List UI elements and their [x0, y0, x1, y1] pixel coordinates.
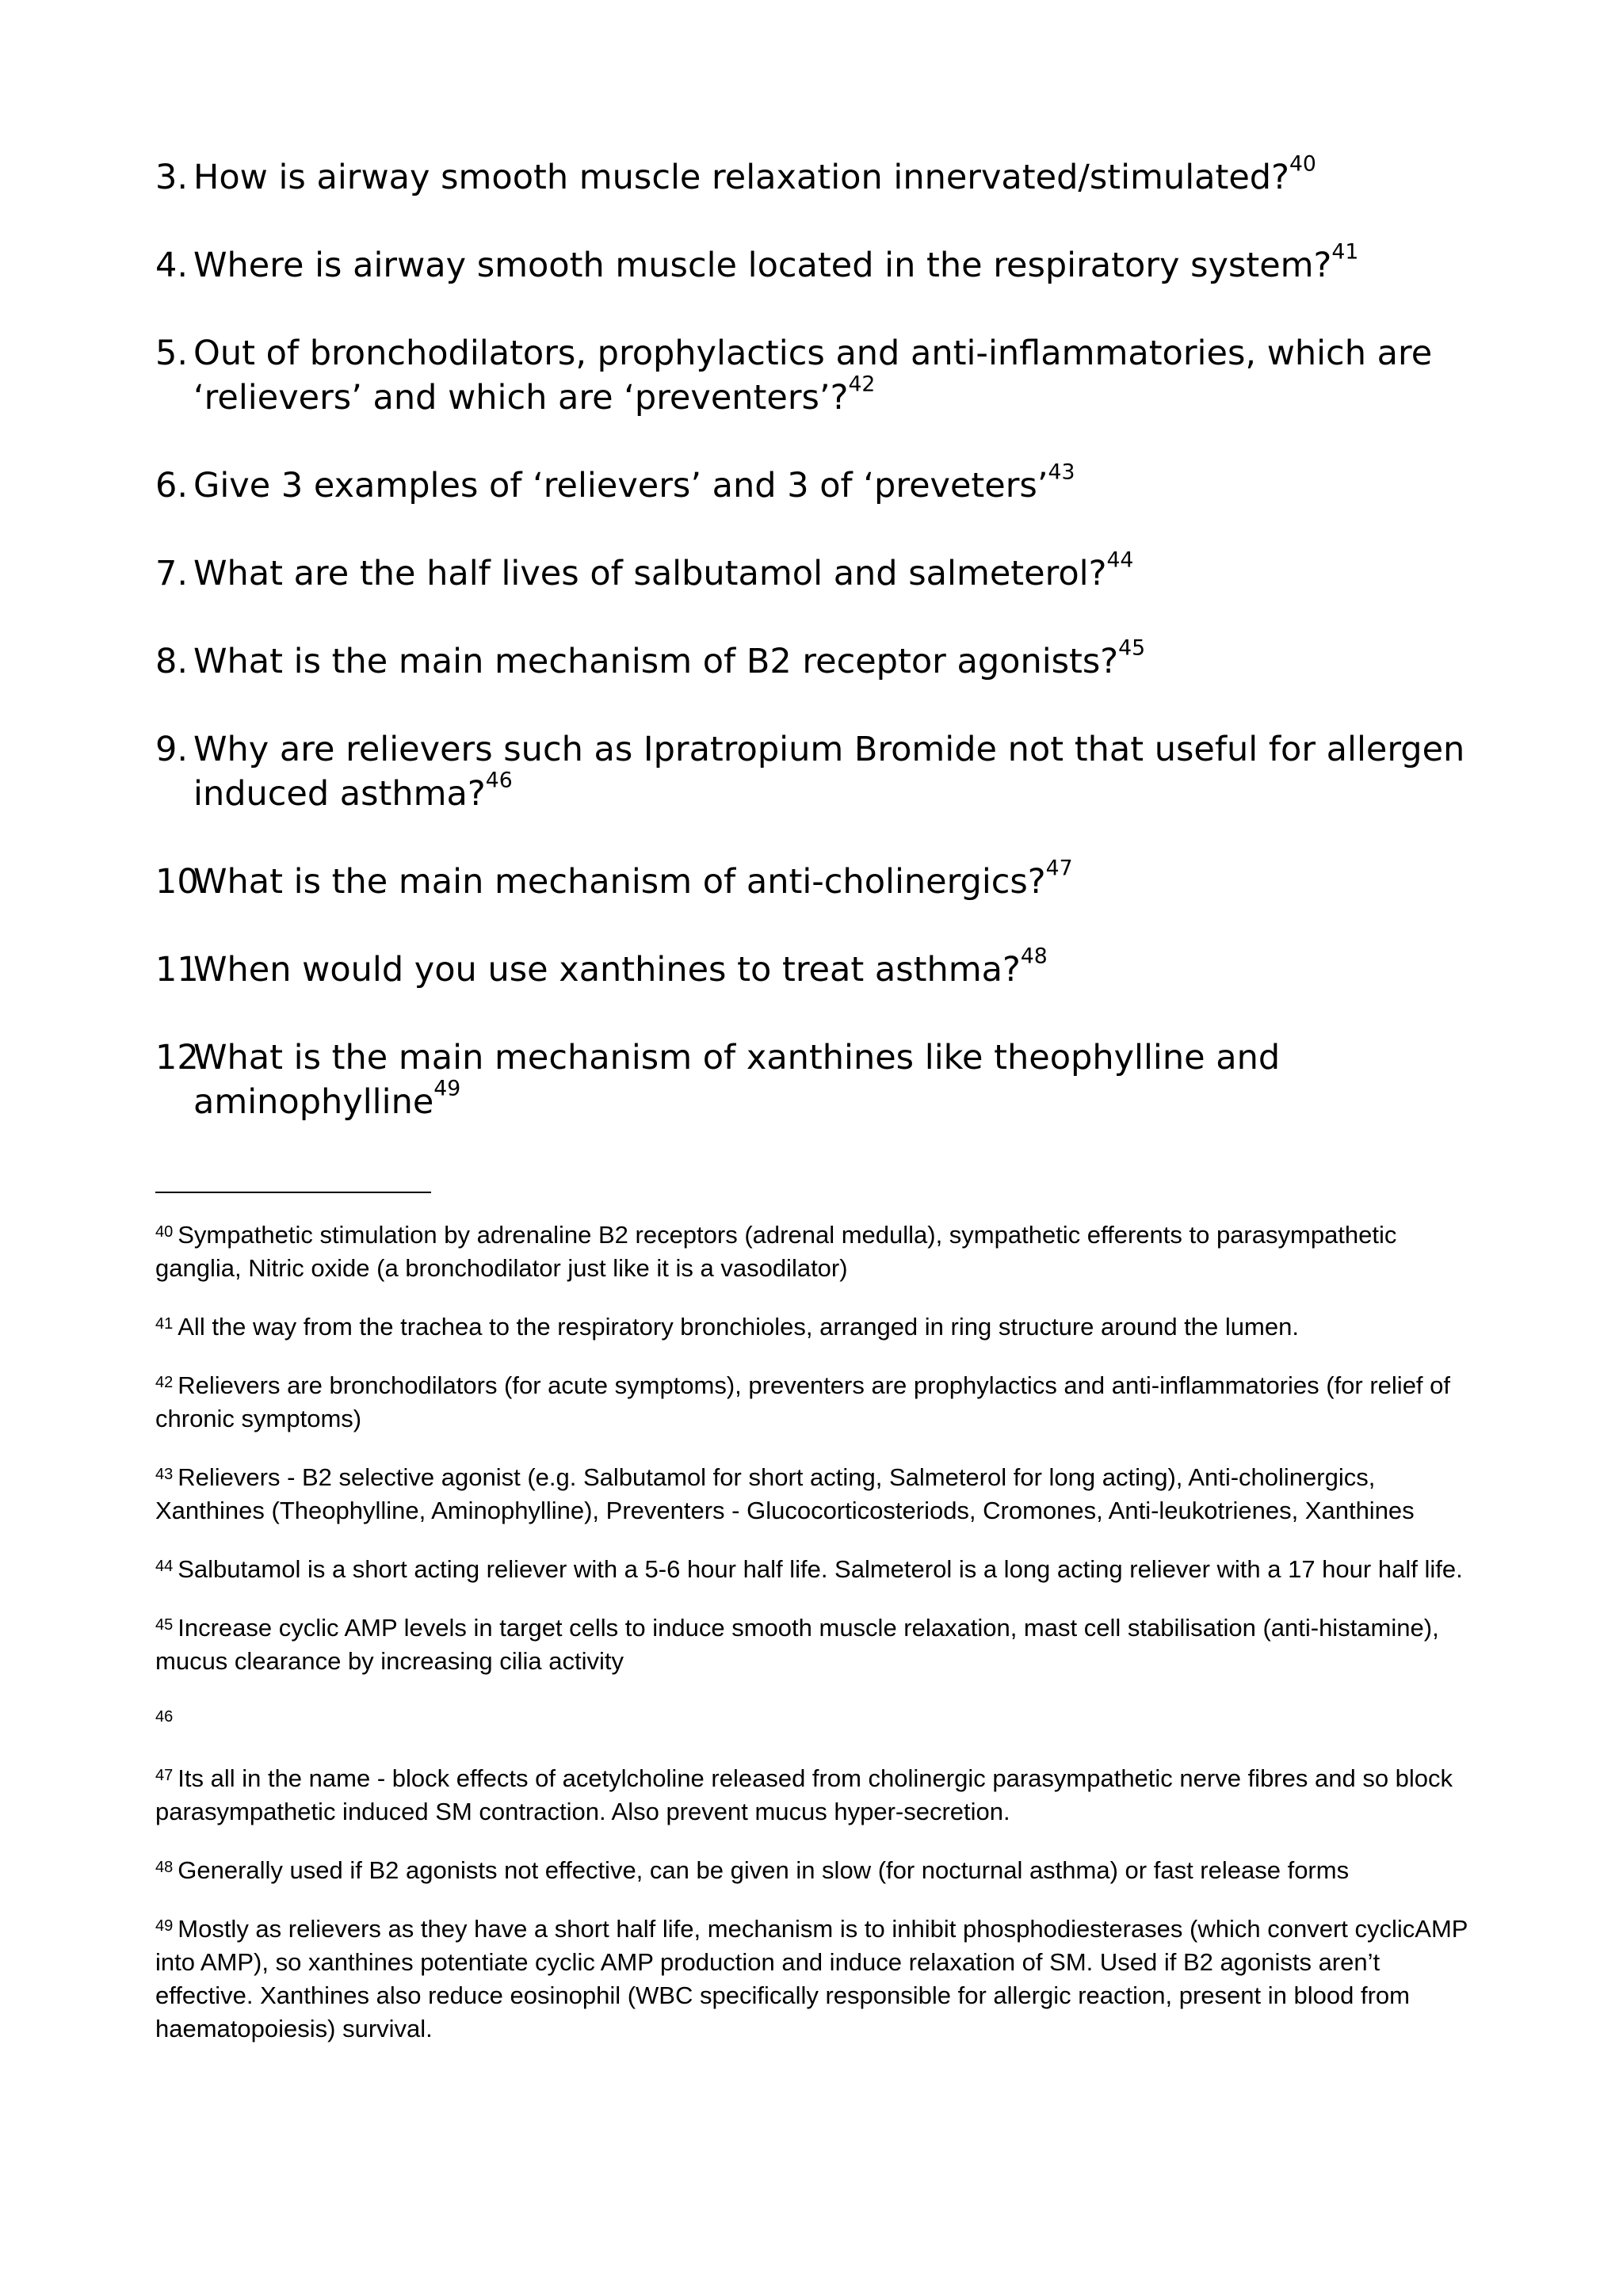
- question-item: [155, 239, 1503, 288]
- question-item: [155, 331, 1503, 420]
- footnote-ref[interactable]: 44: [1106, 547, 1134, 573]
- footnote-ref[interactable]: 46: [485, 768, 513, 793]
- question-number: 10.: [155, 862, 210, 902]
- footnote-mark: 40: [155, 1223, 174, 1241]
- footnote-ref[interactable]: 48: [1020, 944, 1048, 969]
- question-item: [155, 460, 1503, 508]
- footnote: [155, 1369, 1471, 1436]
- question-number: 5.: [155, 334, 189, 373]
- footnote: [155, 1310, 1471, 1344]
- footnote-mark: 45: [155, 1616, 174, 1634]
- footnote-mark: 44: [155, 1558, 174, 1575]
- footnote-ref[interactable]: 41: [1331, 239, 1359, 265]
- question-number: 11.: [155, 950, 210, 990]
- footnote: [155, 1611, 1471, 1678]
- question-item: [155, 856, 1503, 904]
- question-text: Give 3 examples of ‘relievers’ and 3 of ‘preveters’$^{43}$: [193, 460, 1075, 505]
- footnote-text: Its all in the name - block effects of acetylcholine released from cholinergic parasympathetic nerve fibres and so block parasympathetic induced SM contraction. Also prevent mucus hyper-secretion.: [155, 1764, 1453, 1825]
- footnote-text: Mostly as relievers as they have a short half life, mechanism is to inhibit phosphodiesterases (which convert cyclicAMP into AMP), so xanthines potentiate cyclic AMP production and induce relaxation of SM. Used if B2 agonists aren’t effective. Xanthines also reduce eosinophil (WBC specifically responsible for allergic reaction, present in blood from haematopoiesis) survival.: [155, 1915, 1468, 2042]
- question-item: [155, 944, 1503, 992]
- footnote: [155, 1219, 1471, 1285]
- question-item: [155, 727, 1503, 816]
- footnote-mark: 48: [155, 1859, 174, 1876]
- footnote: [155, 1762, 1471, 1829]
- footnote-ref[interactable]: 40: [1289, 151, 1316, 177]
- question-text: When would you use xanthines to treat asthma?$^{48}$: [193, 944, 1048, 990]
- question-text: Why are relievers such as Ipratropium Bromide not that useful for allergen induced asthma?$^{46}$: [193, 730, 1465, 814]
- footnote-ref[interactable]: 45: [1118, 635, 1146, 661]
- footnote-mark: 42: [155, 1374, 174, 1391]
- footnote: [155, 1703, 1471, 1737]
- footnote-mark: 49: [155, 1917, 174, 1935]
- footnote-text: Sympathetic stimulation by adrenaline B2 receptors (adrenal medulla), sympathetic efferents to parasympathetic ganglia, Nitric oxide (a bronchodilator just like it is a vasodilator): [155, 1221, 1397, 1282]
- footnote: [155, 1913, 1471, 2046]
- question-number: 8.: [155, 642, 189, 681]
- question-item: [155, 547, 1503, 596]
- footnote-mark: 46: [155, 1708, 174, 1726]
- footnote-text: All the way from the trachea to the respiratory bronchioles, arranged in ring structure around the lumen.: [178, 1313, 1299, 1341]
- question-number: 7.: [155, 554, 189, 593]
- footnote-text: Relievers - B2 selective agonist (e.g. Salbutamol for short acting, Salmeterol for long acting), Anti-cholinergics, Xanthines (Theophylline, Aminophylline), Preventers - Glucocorticosteriods, Cromones, Anti-leukotrienes, Xanthines: [155, 1463, 1415, 1524]
- footnote-mark: 41: [155, 1315, 174, 1333]
- question-list: [155, 151, 1503, 1168]
- question-item: [155, 151, 1503, 200]
- question-text: Where is airway smooth muscle located in the respiratory system?$^{41}$: [193, 239, 1359, 285]
- question-number: 9.: [155, 730, 189, 769]
- question-text: Out of bronchodilators, prophylactics and anti-inflammatories, which are ‘relievers’ and which are ‘preventers’?$^{42}$: [193, 334, 1433, 418]
- question-number: 3.: [155, 158, 189, 197]
- question-text: What is the main mechanism of xanthines like theophylline and aminophylline$^{49}$: [193, 1038, 1281, 1122]
- question-number: 6.: [155, 466, 189, 505]
- question-text: What are the half lives of salbutamol and salmeterol?$^{44}$: [193, 547, 1134, 593]
- footnote-ref[interactable]: 49: [433, 1076, 461, 1101]
- footnote-ref[interactable]: 47: [1045, 856, 1073, 881]
- footnote: [155, 1553, 1471, 1586]
- question-text: What is the main mechanism of B2 receptor agonists?$^{45}$: [193, 635, 1146, 681]
- question-text: What is the main mechanism of anti-cholinergics?$^{47}$: [193, 856, 1073, 902]
- footnote-text: Increase cyclic AMP levels in target cells to induce smooth muscle relaxation, mast cell stabilisation (anti-histamine), mucus clearance by increasing cilia activity: [155, 1614, 1439, 1675]
- footnote-ref[interactable]: 43: [1048, 460, 1075, 485]
- footnote-text: Generally used if B2 agonists not effective, can be given in slow (for nocturnal asthma) or fast release forms: [178, 1856, 1350, 1884]
- question-text: How is airway smooth muscle relaxation innervated/stimulated?$^{40}$: [193, 151, 1316, 197]
- footnote: [155, 1461, 1471, 1527]
- footnote-text: Relievers are bronchodilators (for acute symptoms), preventers are prophylactics and anti-inflammatories (for relief of chronic symptoms): [155, 1371, 1451, 1432]
- question-item: [155, 635, 1503, 684]
- footnote-ref[interactable]: 42: [848, 372, 876, 397]
- question-number: 4.: [155, 246, 189, 285]
- question-item: [155, 1035, 1503, 1124]
- footnote: [155, 1854, 1471, 1887]
- footnote-list: [155, 1219, 1471, 2071]
- footnote-text: Salbutamol is a short acting reliever with a 5-6 hour half life. Salmeterol is a long acting reliever with a 17 hour half life.: [178, 1555, 1463, 1583]
- footnote-mark: 43: [155, 1466, 174, 1483]
- footnote-separator: [155, 1192, 431, 1193]
- question-number: 12.: [155, 1038, 210, 1077]
- footnote-mark: 47: [155, 1767, 174, 1784]
